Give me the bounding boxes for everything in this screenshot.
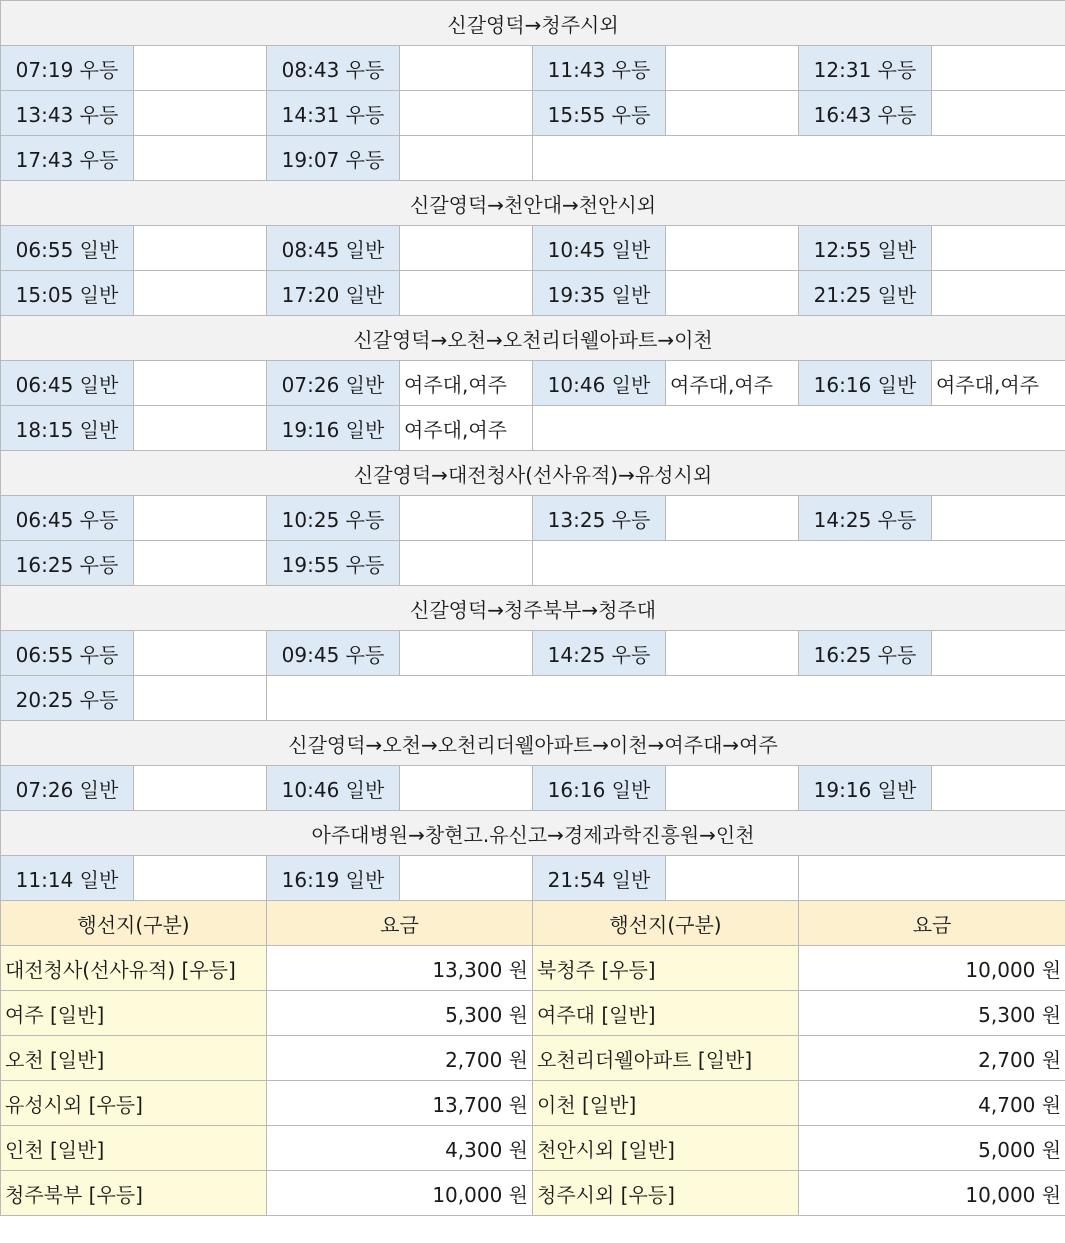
- fare-destination: 대전청사(선사유적) [우등]: [1, 946, 267, 991]
- schedule-row: [1, 226, 1065, 271]
- departure-time: 11:43 우등: [533, 46, 666, 91]
- departure-time: 13:43 우등: [1, 91, 134, 136]
- schedule-row: [1, 766, 1065, 811]
- fare-destination: 북청주 [우등]: [533, 946, 799, 991]
- departure-time: 06:55 우등: [1, 631, 134, 676]
- schedule-row: [1, 91, 1065, 136]
- departure-time: 06:45 일반: [1, 361, 134, 406]
- departure-time: 16:25 우등: [1, 541, 134, 586]
- schedule-row: [1, 271, 1065, 316]
- via-note: [932, 271, 1065, 316]
- fare-row: [1, 1171, 1065, 1216]
- fare-dest-header: 행선지(구분): [1, 901, 267, 946]
- via-note: [666, 856, 799, 901]
- departure-time: 16:19 일반: [267, 856, 400, 901]
- route-title: 신갈영덕→오천→오천리더웰아파트→이천→여주대→여주: [1, 721, 1065, 766]
- route-title: 아주대병원→창현고.유신고→경제과학진흥원→인천: [1, 811, 1065, 856]
- departure-time: 07:26 일반: [267, 361, 400, 406]
- schedule-row: [1, 676, 1065, 721]
- route-header-row: [1, 451, 1065, 496]
- schedule-row: [1, 361, 1065, 406]
- departure-time: 10:46 일반: [267, 766, 400, 811]
- route-title: 신갈영덕→천안대→천안시외: [1, 181, 1065, 226]
- departure-time: 08:45 일반: [267, 226, 400, 271]
- departure-time: 17:43 우등: [1, 136, 134, 181]
- fare-price: 10,000 원: [799, 1171, 1065, 1216]
- via-note: [666, 271, 799, 316]
- via-note: [400, 856, 533, 901]
- fare-price: 5,000 원: [799, 1126, 1065, 1171]
- fare-destination: 여주대 [일반]: [533, 991, 799, 1036]
- fare-destination: 청주시외 [우등]: [533, 1171, 799, 1216]
- schedule-row: [1, 631, 1065, 676]
- fare-destination: 유성시외 [우등]: [1, 1081, 267, 1126]
- via-note: [932, 766, 1065, 811]
- empty-cell: [267, 676, 1065, 721]
- fare-price: 13,700 원: [267, 1081, 533, 1126]
- departure-time: 12:55 일반: [799, 226, 932, 271]
- fare-price-header: 요금: [267, 901, 533, 946]
- via-note: [134, 46, 267, 91]
- fare-price: 4,300 원: [267, 1126, 533, 1171]
- timetable-body: [1, 1, 1065, 1216]
- empty-cell: [533, 136, 1065, 181]
- route-header-row: [1, 316, 1065, 361]
- via-note: [666, 46, 799, 91]
- fare-destination: 천안시외 [일반]: [533, 1126, 799, 1171]
- route-header-row: [1, 811, 1065, 856]
- fare-row: [1, 991, 1065, 1036]
- departure-time: 07:26 일반: [1, 766, 134, 811]
- departure-time: 14:31 우등: [267, 91, 400, 136]
- departure-time: 19:16 일반: [267, 406, 400, 451]
- fare-price: 2,700 원: [799, 1036, 1065, 1081]
- via-note: [134, 856, 267, 901]
- via-note: [400, 541, 533, 586]
- departure-time: 14:25 우등: [533, 631, 666, 676]
- fare-row: [1, 1126, 1065, 1171]
- via-note: 여주대,여주: [400, 406, 533, 451]
- via-note: [932, 226, 1065, 271]
- via-note: [400, 226, 533, 271]
- fare-row: [1, 946, 1065, 991]
- departure-time: 16:16 일반: [799, 361, 932, 406]
- via-note: [134, 361, 267, 406]
- fare-destination: 인천 [일반]: [1, 1126, 267, 1171]
- departure-time: 10:25 우등: [267, 496, 400, 541]
- departure-time: 16:25 우등: [799, 631, 932, 676]
- departure-time: 18:15 일반: [1, 406, 134, 451]
- via-note: [666, 631, 799, 676]
- via-note: [134, 406, 267, 451]
- via-note: [134, 136, 267, 181]
- departure-time: 21:25 일반: [799, 271, 932, 316]
- via-note: [400, 91, 533, 136]
- fare-price: 10,000 원: [799, 946, 1065, 991]
- departure-time: 07:19 우등: [1, 46, 134, 91]
- departure-time: 10:45 일반: [533, 226, 666, 271]
- route-title: 신갈영덕→대전청사(선사유적)→유성시외: [1, 451, 1065, 496]
- fare-destination: 오천 [일반]: [1, 1036, 267, 1081]
- via-note: [666, 91, 799, 136]
- fare-row: [1, 1036, 1065, 1081]
- route-header-row: [1, 721, 1065, 766]
- via-note: [400, 766, 533, 811]
- departure-time: 14:25 우등: [799, 496, 932, 541]
- schedule-row: [1, 136, 1065, 181]
- via-note: [666, 766, 799, 811]
- departure-time: 10:46 일반: [533, 361, 666, 406]
- schedule-row: [1, 496, 1065, 541]
- departure-time: 09:45 우등: [267, 631, 400, 676]
- departure-time: 15:05 일반: [1, 271, 134, 316]
- fare-price: 2,700 원: [267, 1036, 533, 1081]
- via-note: 여주대,여주: [666, 361, 799, 406]
- via-note: [134, 676, 267, 721]
- via-note: [666, 496, 799, 541]
- fare-destination: 오천리더웰아파트 [일반]: [533, 1036, 799, 1081]
- via-note: [932, 91, 1065, 136]
- departure-time: 13:25 우등: [533, 496, 666, 541]
- via-note: [134, 496, 267, 541]
- route-header-row: [1, 586, 1065, 631]
- departure-time: 12:31 우등: [799, 46, 932, 91]
- via-note: [400, 496, 533, 541]
- fare-header-row: [1, 901, 1065, 946]
- departure-time: 17:20 일반: [267, 271, 400, 316]
- via-note: [932, 496, 1065, 541]
- via-note: [134, 541, 267, 586]
- fare-destination: 여주 [일반]: [1, 991, 267, 1036]
- via-note: 여주대,여주: [932, 361, 1065, 406]
- departure-time: 16:43 우등: [799, 91, 932, 136]
- via-note: [134, 631, 267, 676]
- departure-time: 15:55 우등: [533, 91, 666, 136]
- fare-destination: 이천 [일반]: [533, 1081, 799, 1126]
- via-note: [932, 46, 1065, 91]
- fare-dest-header: 행선지(구분): [533, 901, 799, 946]
- departure-time: 11:14 일반: [1, 856, 134, 901]
- departure-time: 20:25 우등: [1, 676, 134, 721]
- departure-time: 19:55 우등: [267, 541, 400, 586]
- via-note: [666, 226, 799, 271]
- via-note: [400, 271, 533, 316]
- departure-time: 06:55 일반: [1, 226, 134, 271]
- via-note: [400, 136, 533, 181]
- fare-price: 13,300 원: [267, 946, 533, 991]
- fare-price: 4,700 원: [799, 1081, 1065, 1126]
- departure-time: 16:16 일반: [533, 766, 666, 811]
- departure-time: 06:45 우등: [1, 496, 134, 541]
- via-note: [400, 46, 533, 91]
- fare-price-header: 요금: [799, 901, 1065, 946]
- fare-destination: 청주북부 [우등]: [1, 1171, 267, 1216]
- departure-time: 08:43 우등: [267, 46, 400, 91]
- via-note: [134, 766, 267, 811]
- empty-cell: [533, 541, 1065, 586]
- departure-time: 19:35 일반: [533, 271, 666, 316]
- route-header-row: [1, 1, 1065, 46]
- departure-time: 19:16 일반: [799, 766, 932, 811]
- schedule-row: [1, 46, 1065, 91]
- via-note: [134, 271, 267, 316]
- via-note: [400, 631, 533, 676]
- departure-time: 21:54 일반: [533, 856, 666, 901]
- fare-price: 10,000 원: [267, 1171, 533, 1216]
- fare-price: 5,300 원: [799, 991, 1065, 1036]
- route-title: 신갈영덕→청주북부→청주대: [1, 586, 1065, 631]
- schedule-row: [1, 406, 1065, 451]
- empty-cell: [799, 856, 1065, 901]
- schedule-row: [1, 856, 1065, 901]
- via-note: [134, 91, 267, 136]
- fare-row: [1, 1081, 1065, 1126]
- empty-cell: [533, 406, 1065, 451]
- schedule-row: [1, 541, 1065, 586]
- via-note: [134, 226, 267, 271]
- route-title: 신갈영덕→오천→오천리더웰아파트→이천: [1, 316, 1065, 361]
- route-title: 신갈영덕→청주시외: [1, 1, 1065, 46]
- fare-price: 5,300 원: [267, 991, 533, 1036]
- route-header-row: [1, 181, 1065, 226]
- departure-time: 19:07 우등: [267, 136, 400, 181]
- via-note: 여주대,여주: [400, 361, 533, 406]
- via-note: [932, 631, 1065, 676]
